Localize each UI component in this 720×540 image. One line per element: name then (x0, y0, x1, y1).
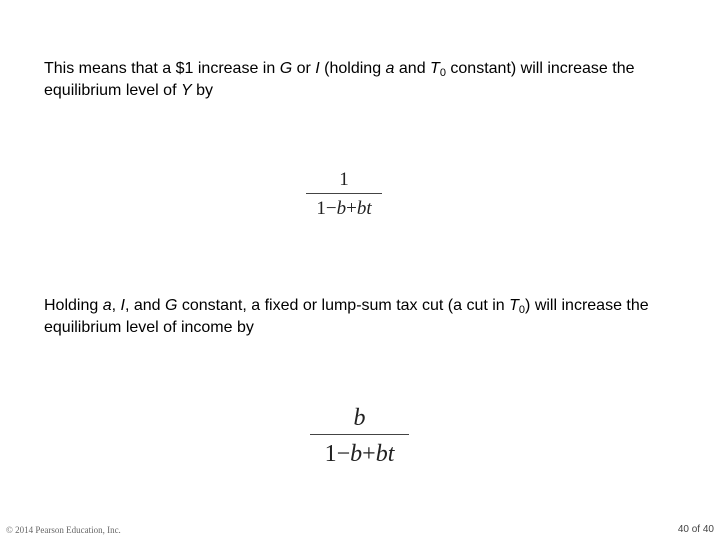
page-number: 40 of 40 (677, 524, 714, 535)
multiplier-fraction-one (306, 167, 382, 224)
text-span: ) will increase the equilibrium level of income by (44, 297, 649, 336)
text-span: Holding (44, 297, 103, 314)
variable-g: G (279, 60, 293, 77)
text-span: , and (124, 297, 165, 314)
den-one: 1 (324, 441, 337, 467)
variable-i: I (315, 60, 320, 77)
variable-t: T (509, 297, 519, 314)
den-bt: bt (375, 441, 395, 467)
variable-y: Y (180, 82, 192, 99)
den-minus: − (336, 441, 351, 467)
den-one: 1 (316, 198, 326, 219)
text-span: and (394, 60, 431, 77)
text-span: or (292, 60, 316, 77)
den-b: b (350, 441, 363, 467)
den-b: b (336, 198, 347, 219)
den-bt: bt (356, 198, 372, 219)
variable-g: G (164, 297, 178, 314)
paragraph-tax-cut (44, 295, 704, 339)
paragraph-increase-g-or-i (44, 58, 704, 102)
variable-a: a (102, 297, 112, 314)
den-plus: + (362, 441, 376, 467)
den-plus: + (346, 198, 357, 219)
text-span: This means that a $1 increase in (44, 60, 280, 77)
subscript-zero: 0 (439, 67, 446, 79)
fraction-denominator (310, 435, 409, 473)
copyright-notice: © 2014 Pearson Education, Inc. (6, 525, 121, 535)
tax-multiplier-fraction (310, 403, 409, 473)
text-span: , (111, 297, 121, 314)
variable-i: I (120, 297, 125, 314)
text-span: (holding (319, 60, 386, 77)
subscript-zero: 0 (518, 304, 526, 316)
variable-t: T (430, 60, 440, 77)
den-minus: − (325, 198, 337, 219)
variable-a: a (385, 60, 395, 77)
text-span: by (191, 82, 213, 99)
text-span: constant, a fixed or lump-sum tax cut (a cut in (177, 297, 510, 314)
fraction-denominator (306, 194, 382, 224)
text-span: constant) will increase the equilibrium level of (44, 60, 635, 99)
fraction-numerator: 1 (339, 169, 349, 190)
fraction-numerator: b (353, 405, 366, 431)
